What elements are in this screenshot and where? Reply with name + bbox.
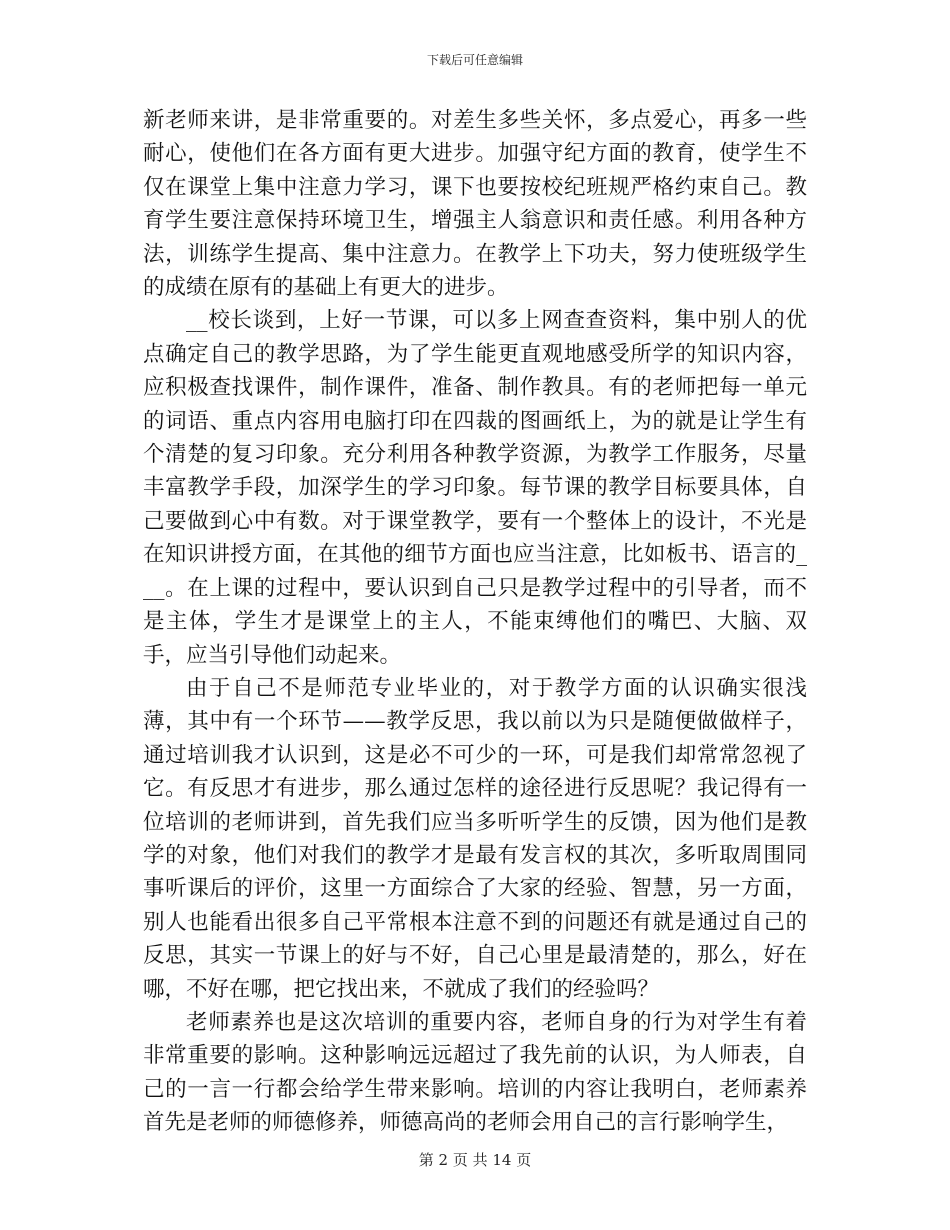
paragraph-continued: 新老师来讲，是非常重要的。对差生多些关怀，多点爱心，再多一些耐心，使他们在各方面有更大进步。加强守纪方面的教育，使学生不仅在课堂上集中注意力学习，课下也要按校纪班规严格约束自己。教育学生要注意保持环境卫生，增强主人翁意识和责任感。利用各种方法，训练学生提高、集中注意力。在教学上下功夫，努力使班级学生的成绩在原有的基础上有更大的进步。 xyxy=(143,108,807,301)
page-number: 第 2 页 共 14 页 xyxy=(418,1151,532,1169)
paragraph-teaching-reflection: 由于自己不是师范专业毕业的，对于教学方面的认识确实很浅薄，其中有一个环节——教学反思，我以前以为只是随便做做样子，通过培训我才认识到，这是必不可少的一环，可是我们却常常忽视了它。有反思才有进步，那么通过怎样的途径进行反思呢？我记得有一位培训的老师讲到，首先我们应当多听听学生的反馈，因为他们是教学的对象，他们对我们的教学才是最有发言权的其次，多听取周围同事听课后的评价，这里一方面综合了大家的经验、智慧，另一方面，别人也能看出很多自己平常根本注意不到的问题还有就是通过自己的反思，其实一节课上的好与不好，自己心里是最清楚的，那么，好在哪，不好在哪，把它找出来，不就成了我们的经验吗？ xyxy=(143,675,807,1002)
document-body xyxy=(143,104,807,1140)
page-header: 下载后可任意编辑 xyxy=(426,53,523,67)
paragraph-teacher-quality: 老师素养也是这次培训的重要内容，老师自身的行为对学生有着非常重要的影响。这种影响远远超过了我先前的认识，为人师表，自己的一言一行都会给学生带来影响。培训的内容让我明白，老师素养首先是老师的师德修养，师德高尚的老师会用自己的言行影响学生， xyxy=(143,1009,807,1136)
paragraph-principal-advice: __校长谈到，上好一节课，可以多上网查查资料，集中别人的优点确定自己的教学思路，为了学生能更直观地感受所学的知识内容，应积极查找课件，制作课件，准备、制作教具。有的老师把每一单元的词语、重点内容用电脑打印在四裁的图画纸上，为的就是让学生有个清楚的复习印象。充分利用各种教学资源，为教学工作服务，尽量丰富教学手段，加深学生的学习印象。每节课的教学目标要具体，自己要做到心中有数。对于课堂教学，要有一个整体上的设计，不光是在知识讲授方面，在其他的细节方面也应当注意，比如板书、语言的___。在上课的过程中，要认识到自己只是教学过程中的引导者，而不是主体，学生才是课堂上的主人，不能束缚他们的嘴巴、大脑、双手，应当引导他们动起来。 xyxy=(143,308,807,668)
